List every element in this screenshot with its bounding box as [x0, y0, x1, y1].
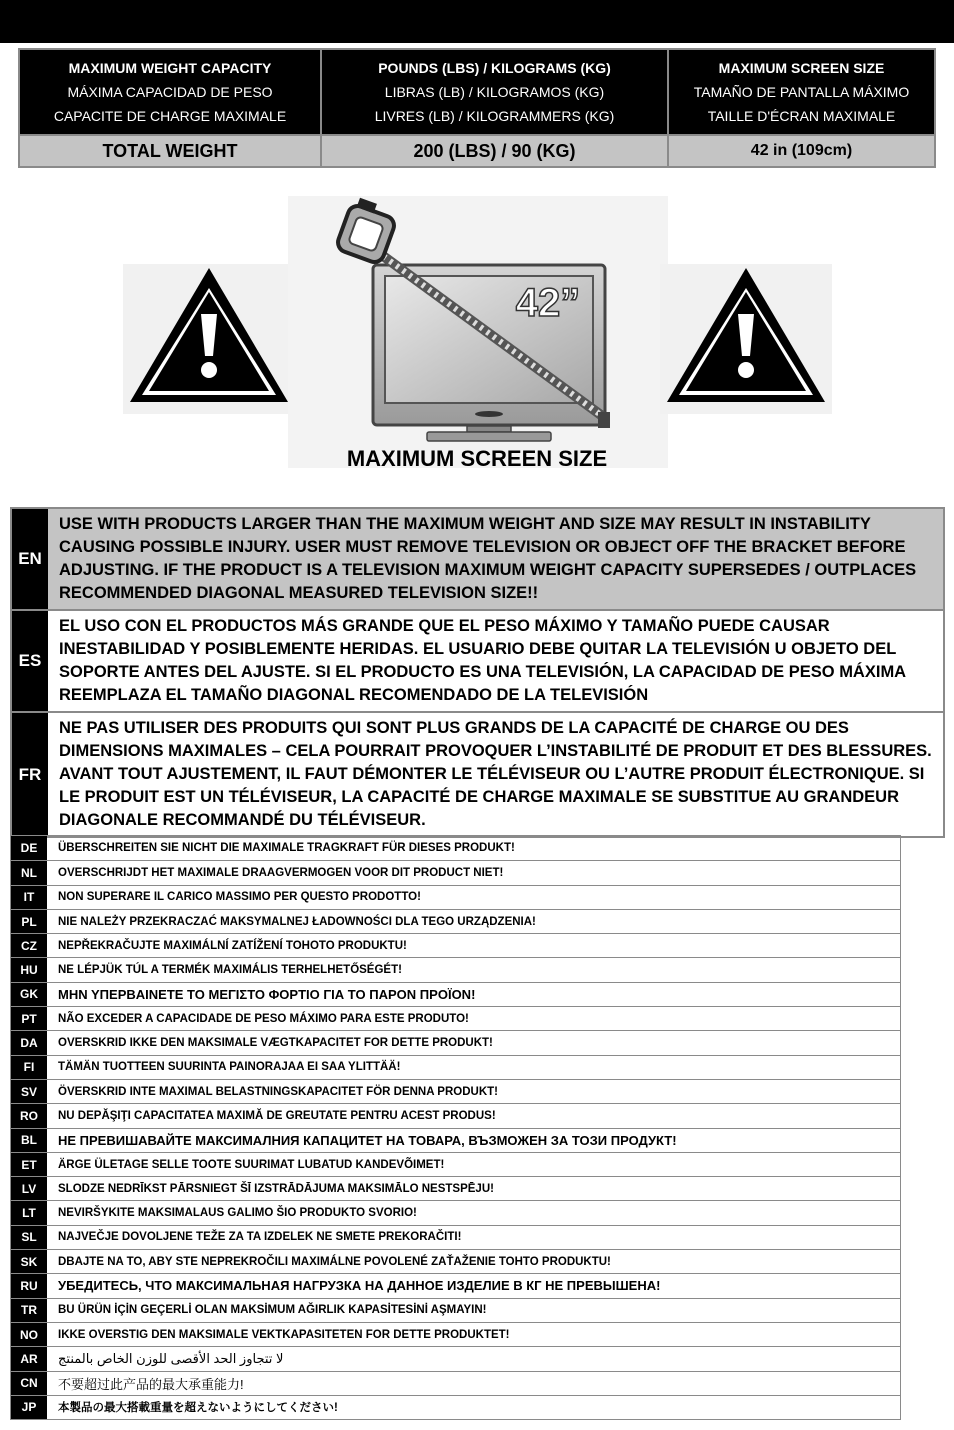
warning-text: SLODZE NEDRĪKST PĀRSNIEGT ŠĪ IZSTRĀDĀJUMA MAKSIMĀLO NESTSPĒJU!: [58, 1182, 494, 1195]
tv-size-label: 42”: [515, 281, 581, 325]
language-code: ET: [11, 1153, 47, 1176]
list-item: [11, 1030, 900, 1054]
header-line-fr: TAILLE D'ÉCRAN MAXIMALE: [707, 108, 896, 124]
language-code: IT: [11, 886, 47, 909]
language-code: FI: [11, 1056, 47, 1079]
top-black-bar: [0, 0, 954, 43]
header-line-fr: CAPACITE DE CHARGE MAXIMALE: [53, 108, 287, 124]
list-item: [11, 957, 900, 981]
list-item: [11, 1395, 900, 1419]
warning-text: BU ÜRÜN İÇİN GEÇERLİ OLAN MAKSİMUM AĞIRLIK KAPASİTESİNİ AŞMAYIN!: [58, 1304, 487, 1317]
list-item: [11, 1176, 900, 1200]
list-item: [11, 1249, 900, 1273]
warning-triangle-icon: [123, 264, 295, 414]
language-code: HU: [11, 958, 47, 981]
language-code: LT: [11, 1201, 47, 1224]
illustration: [120, 190, 834, 475]
language-code: CN: [11, 1372, 47, 1395]
list-item: [11, 1298, 900, 1322]
language-code: JP: [11, 1396, 47, 1419]
list-item: [11, 1128, 900, 1152]
warning-text: OVERSCHRIJDT HET MAXIMALE DRAAGVERMOGEN VOOR DIT PRODUCT NIET!: [58, 866, 504, 879]
language-code: RU: [11, 1274, 47, 1297]
warning-text: ΜΗΝ ΥΠΕΡΒΑΙΝΕΤΕ ΤΟ ΜΕΓΙΣΤΟ ΦΟΡΤΙΟ ΓΙΑ ΤΟ ΠΑΡΟΝ ΠΡΟΪΟΝ!: [58, 986, 476, 1002]
warning-text: NEPŘEKRAČUJTE MAXIMÁLNÍ ZATÍŽENÍ TOHOTO PRODUKTU!: [58, 939, 407, 952]
warning-triangle-icon: [660, 264, 832, 414]
warning-text: IKKE OVERSTIG DEN MAKSIMALE VEKTKAPASITETEN FOR DETTE PRODUKTET!: [58, 1328, 510, 1341]
warning-text: ÄRGE ÜLETAGE SELLE TOOTE SUURIMAT LUBATUD KANDEVÕIMET!: [58, 1158, 445, 1171]
header-screen-size: [669, 50, 934, 134]
language-code: SV: [11, 1080, 47, 1103]
language-code: CZ: [11, 934, 47, 957]
list-item: [11, 885, 900, 909]
main-warnings: [10, 507, 945, 838]
warning-row-fr: [12, 711, 943, 836]
language-code: DE: [11, 836, 47, 860]
list-item: [11, 1322, 900, 1346]
list-item: [11, 1103, 900, 1127]
language-code: LV: [11, 1177, 47, 1200]
language-code: ES: [12, 611, 48, 711]
list-item: [11, 1371, 900, 1395]
list-item: [11, 933, 900, 957]
list-item: [11, 1152, 900, 1176]
warning-text: ÖVERSKRID INTE MAXIMAL BELASTNINGSKAPACITET FÖR DENNA PRODUKT!: [58, 1085, 498, 1098]
warning-text: NEVIRŠYKITE MAKSIMALAUS GALIMO ŠIO PRODUKTO SVORIO!: [58, 1207, 417, 1220]
list-item: [11, 860, 900, 884]
spec-table-header: [20, 50, 934, 134]
list-item: [11, 909, 900, 933]
warning-text: OVERSKRID IKKE DEN MAKSIMALE VÆGTKAPACITET FOR DETTE PRODUKT!: [58, 1037, 493, 1050]
language-code: NL: [11, 861, 47, 884]
header-line-en: MAXIMUM WEIGHT CAPACITY: [68, 60, 272, 76]
screen-size-value: 42 in (109cm): [750, 142, 853, 159]
warning-text: لا تتجاوز الحد الأقصى للوزن الخاص بالمنتج: [58, 1350, 284, 1366]
header-weight-capacity: [20, 50, 322, 134]
warning-text: NAJVEČJE DOVOLJENE TEŽE ZA TA IZDELEK NE SMETE PREKORAČITI!: [58, 1231, 462, 1244]
header-line-es: MÁXIMA CAPACIDAD DE PESO: [67, 84, 273, 100]
list-item: [11, 1006, 900, 1030]
header-line-en: MAXIMUM SCREEN SIZE: [718, 60, 885, 76]
language-code: RO: [11, 1104, 47, 1127]
list-item: [11, 1225, 900, 1249]
warning-text: УБЕДИТЕСЬ, ЧТО МАКСИМАЛЬНАЯ НАГРУЗКА НА ДАННОЕ ИЗДЕЛИЕ В КГ НЕ ПРЕВЫШЕНА!: [58, 1278, 661, 1294]
list-item: [11, 982, 900, 1006]
language-code: PT: [11, 1007, 47, 1030]
warning-text: USE WITH PRODUCTS LARGER THAN THE MAXIMUM WEIGHT AND SIZE MAY RESULT IN INSTABILITY CAUSING POSSIBLE INJURY. USER MUST REMOVE TELEVISION OR OBJECT OFF THE BRACKET BEFORE ADJUSTING. IF THE PRODUCT IS A TELEVISION MAXIMUM WEIGHT CAPACITY SUPERSEDES / OUTPLACES RECOMMENDED DIAGONAL MEASURED TELEVISION SIZE!!: [48, 509, 943, 609]
warning-text: NE PAS UTILISER DES PRODUITS QUI SONT PLUS GRANDS DE LA CAPACITÉ DE CHARGE OU DES DIMENSIONS MAXIMALES – CELA POURRAIT PROVOQUER L’INSTABILITÉ DE PRODUIT ET DES BLESSURES. AVANT TOUT AJUSTEMENT, IL FAUT DÉMONTER LE TÉLÉVISEUR OU L’AUTRE PRODUIT ÉLECTRONIQUE. SI LE PRODUIT EST UN TÉLÉVISEUR, LA CAPACITÉ DE CHARGE MAXIMALE SE SUBSTITUE AU GRANDEUR DIAGONALE RECOMMANDÉ DU TÉLÉVISEUR.: [59, 719, 932, 829]
header-units: [322, 50, 669, 134]
header-line-es: LIBRAS (LB) / KILOGRAMOS (KG): [384, 84, 605, 100]
language-code: BL: [11, 1129, 47, 1152]
total-weight-row: [20, 134, 934, 166]
warning-text: NU DEPĂŞIŢI CAPACITATEA MAXIMĂ DE GREUTATE PENTRU ACEST PRODUS!: [58, 1109, 496, 1122]
list-item: [11, 1273, 900, 1297]
warning-text: 不要超过此产品的最大承重能力!: [58, 1376, 244, 1392]
language-code: DA: [11, 1031, 47, 1054]
header-line-en: POUNDS (LBS) / KILOGRAMS (KG): [378, 60, 611, 76]
list-item: [11, 836, 900, 860]
list-item: [11, 1200, 900, 1224]
warning-text: NON SUPERARE IL CARICO MASSIMO PER QUESTO PRODOTTO!: [58, 891, 421, 904]
short-warnings: [10, 835, 901, 1420]
language-code: TR: [11, 1299, 47, 1322]
list-item: [11, 1346, 900, 1370]
total-weight-label: TOTAL WEIGHT: [20, 136, 322, 166]
warning-text: TÄMÄN TUOTTEEN SUURINTA PAINORAJAA EI SAA YLITTÄÄ!: [58, 1061, 401, 1074]
language-code: FR: [12, 713, 48, 836]
max-screen-size-caption: MAXIMUM SCREEN SIZE: [346, 446, 608, 471]
language-code: PL: [11, 910, 47, 933]
language-code: NO: [11, 1323, 47, 1346]
warning-text: DBAJTE NA TO, ABY STE NEPREKROČILI MAXIMÁLNE POVOLENÉ ZAŤAŽENIE TOHTO PRODUKTU!: [58, 1255, 611, 1268]
warning-text: НЕ ПРЕВИШАВАЙТЕ МАКСИМАЛНИЯ КАПАЦИТЕТ НА ТОВАРА, ВЪЗМОЖЕН ЗА ТОЗИ ПРОДУКТ!: [58, 1132, 677, 1148]
language-code: GK: [11, 983, 47, 1006]
header-line-fr: LIVRES (LB) / KILOGRAMMERS (KG): [374, 108, 615, 124]
warning-text: NE LÉPJÜK TÚL A TERMÉK MAXIMÁLIS TERHELHETŐSÉGÉT!: [58, 964, 402, 977]
language-code: EN: [12, 509, 48, 609]
warning-text: NÃO EXCEDER A CAPACIDADE DE PESO MÁXIMO PARA ESTE PRODUTO!: [58, 1012, 469, 1025]
warning-text: NIE NALEŻY PRZEKRACZAĆ MAKSYMALNEJ ŁADOWNOŚCI DLA TEGO URZĄDZENIA!: [58, 915, 536, 928]
warning-row-en: [12, 509, 943, 609]
total-weight-value: 200 (LBS) / 90 (KG): [322, 136, 669, 166]
tv-with-tape-measure-icon: [288, 196, 668, 468]
warning-text: EL USO CON EL PRODUCTOS MÁS GRANDE QUE EL PESO MÁXIMO Y TAMAÑO PUEDE CAUSAR INESTABILIDAD Y POSIBLEMENTE HERIDAS. EL USUARIO DEBE QUITAR LA TELEVISIÓN U OBJETO DEL SOPORTE ANTES DEL AJUSTE. SI EL PRODUCTO ES UNA TELEVISIÓN, LA CAPACIDAD DE PESO MÁXIMA REEMPLAZA EL TAMAÑO DIAGONAL RECOMENDADO DE LA TELEVISIÓN: [59, 617, 906, 704]
warning-text: ÜBERSCHREITEN SIE NICHT DIE MAXIMALE TRAGKRAFT FÜR DIESES PRODUKT!: [58, 842, 515, 855]
list-item: [11, 1079, 900, 1103]
language-code: SL: [11, 1226, 47, 1249]
warning-text: 本製品の最大搭載重量を超えないようにしてください!: [58, 1402, 338, 1415]
spec-table: [18, 48, 936, 168]
language-code: SK: [11, 1250, 47, 1273]
header-line-es: TAMAÑO DE PANTALLA MÁXIMO: [693, 84, 910, 100]
list-item: [11, 1055, 900, 1079]
warning-row-es: [12, 609, 943, 711]
language-code: AR: [11, 1347, 47, 1370]
